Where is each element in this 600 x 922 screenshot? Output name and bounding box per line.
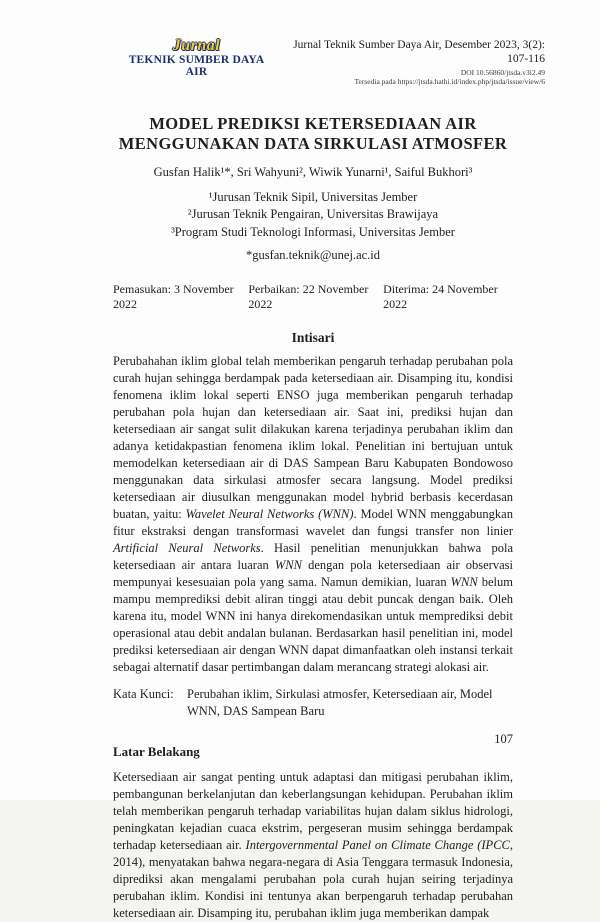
date-revised: Perbaikan: 22 November 2022 <box>248 282 383 312</box>
header-citation-block <box>271 38 545 87</box>
abstract-segment: dengan pola ketersediaan air observasi mempunyai kesesuaian pola yang sama. Namun demikian, luaran <box>113 558 513 589</box>
abstract-segment: . Model WNN menggabungkan fitur ekstraksi dengan transformasi wavelet dan fungsi transfer non linier <box>113 507 513 538</box>
journal-header <box>0 38 600 87</box>
section-segment: , 2014), menyatakan bahwa negara-negara di Asia Tenggara termasuk Indonesia, diprediksi akan mengalami perubahan pola curah hujan seiring terjadinya perubahan iklim. Kondisi ini tentunya akan berpengaruh terhadap perubahan ketersediaan air. Disamping itu, perubahan iklim juga memberikan dampak <box>113 838 513 920</box>
section-paragraph <box>113 769 513 922</box>
affiliations-block <box>113 189 513 242</box>
abstract-paragraph <box>113 353 513 676</box>
keywords-value: Perubahan iklim, Sirkulasi atmosfer, Ketersediaan air, Model WNN, DAS Sampean Baru <box>187 686 513 720</box>
abstract-segment-italic: Wavelet Neural Networks (WNN) <box>186 507 354 521</box>
article-title <box>113 114 513 154</box>
abstract-segment-italic: WNN <box>451 575 478 589</box>
article-title-line2: MENGGUNAKAN DATA SIRKULASI ATMOSFER <box>113 134 513 154</box>
journal-citation: Jurnal Teknik Sumber Daya Air, Desember 2023, 3(2): 107-116 <box>271 38 545 67</box>
article-content <box>113 114 513 922</box>
journal-logo <box>122 38 271 78</box>
authors-line: Gusfan Halik¹*, Sri Wahyuni², Wiwik Yunarni¹, Saiful Bukhori³ <box>113 165 513 180</box>
affiliation-1: ¹Jurusan Teknik Sipil, Universitas Jember <box>113 189 513 207</box>
abstract-segment: . Hasil penelitian menunjukkan bahwa pola ketersediaan air antara luaran <box>113 541 513 572</box>
keywords-label: Kata Kunci: <box>113 686 187 720</box>
availability-url: Tersedia pada https://jtsda.hathi.id/index.php/jtsda/issue/view/6 <box>271 77 545 86</box>
keywords-block <box>113 686 513 720</box>
date-received: Pemasukan: 3 November 2022 <box>113 282 248 312</box>
section-segment-italic: Intergovernmental Panel on Climate Change (IPCC <box>246 838 510 852</box>
corresponding-email: *gusfan.teknik@unej.ac.id <box>113 248 513 263</box>
section-segment: Ketersediaan air sangat penting untuk adaptasi dan mitigasi perubahan iklim, pembangunan berkelanjutan dan keberlangsungan kehidupan. Perubahan iklim telah memberikan pengaruh terhadap variabilitas hujan dalam siklus hidrologi, peningkatan kejadian cuaca ekstrim, pergeseran musim sehingga berdampak terhadap ketersediaan air. <box>113 770 513 852</box>
abstract-segment: Perubahahan iklim global telah memberikan pengaruh terhadap perubahan pola curah hujan sehingga berdampak pada ketersediaan air. Disamping itu, kondisi fenomena iklim lokal seperti ENSO juga memberikan pengaruh terhadap perubahan pola hujan dan ketersediaan air. Saat ini, prediksi hujan dan ketersediaan air sangat sulit dilakukan karena terjadinya perubahan iklim dan adanya ketidakpastian fenomena iklim lokal. Penelitian ini bertujuan untuk memodelkan ketersediaan air di DAS Sampean Baru Kabupaten Bondowoso menggunakan data sirkulasi atmosfer secara langsung. Model prediksi ketersediaan air diusulkan menggunakan model hybrid berbasis kecerdasan buatan, yaitu: <box>113 354 513 521</box>
article-history-dates <box>113 282 513 312</box>
abstract-segment-italic: WNN <box>275 558 302 572</box>
abstract-heading: Intisari <box>113 330 513 346</box>
article-title-line1: MODEL PREDIKSI KETERSEDIAAN AIR <box>113 114 513 134</box>
section-heading-latar-belakang: Latar Belakang <box>113 744 513 760</box>
affiliation-2: ²Jurusan Teknik Pengairan, Universitas Brawijaya <box>113 206 513 224</box>
affiliation-3: ³Program Studi Teknologi Informasi, Universitas Jember <box>113 224 513 242</box>
doi-text: DOI 10.56860/jtsda.v3i2.49 <box>271 68 545 77</box>
journal-logo-wordmark: Jurnal <box>122 38 271 54</box>
page-footer <box>494 732 513 747</box>
date-accepted: Diterima: 24 November 2022 <box>383 282 513 312</box>
journal-logo-name: TEKNIK SUMBER DAYA AIR <box>122 55 271 78</box>
abstract-segment: belum mampu memprediksi debit aliran tinggi atau debit puncak dengan baik. Oleh karena itu, model WNN ini hanya direkomendasikan untuk memprediksi debit operasional atau debit andalan bulanan. Berdasarkan hasil penelitian ini, model prediksi ketersediaan air dengan WNN dapat dimanfaatkan oleh instansi terkait sebagai alternatif dasar pertimbangan dalam merancang strategi alokasi air. <box>113 575 513 674</box>
page-number: 107 <box>494 732 513 746</box>
abstract-segment-italic: Artificial Neural Networks <box>113 541 261 555</box>
